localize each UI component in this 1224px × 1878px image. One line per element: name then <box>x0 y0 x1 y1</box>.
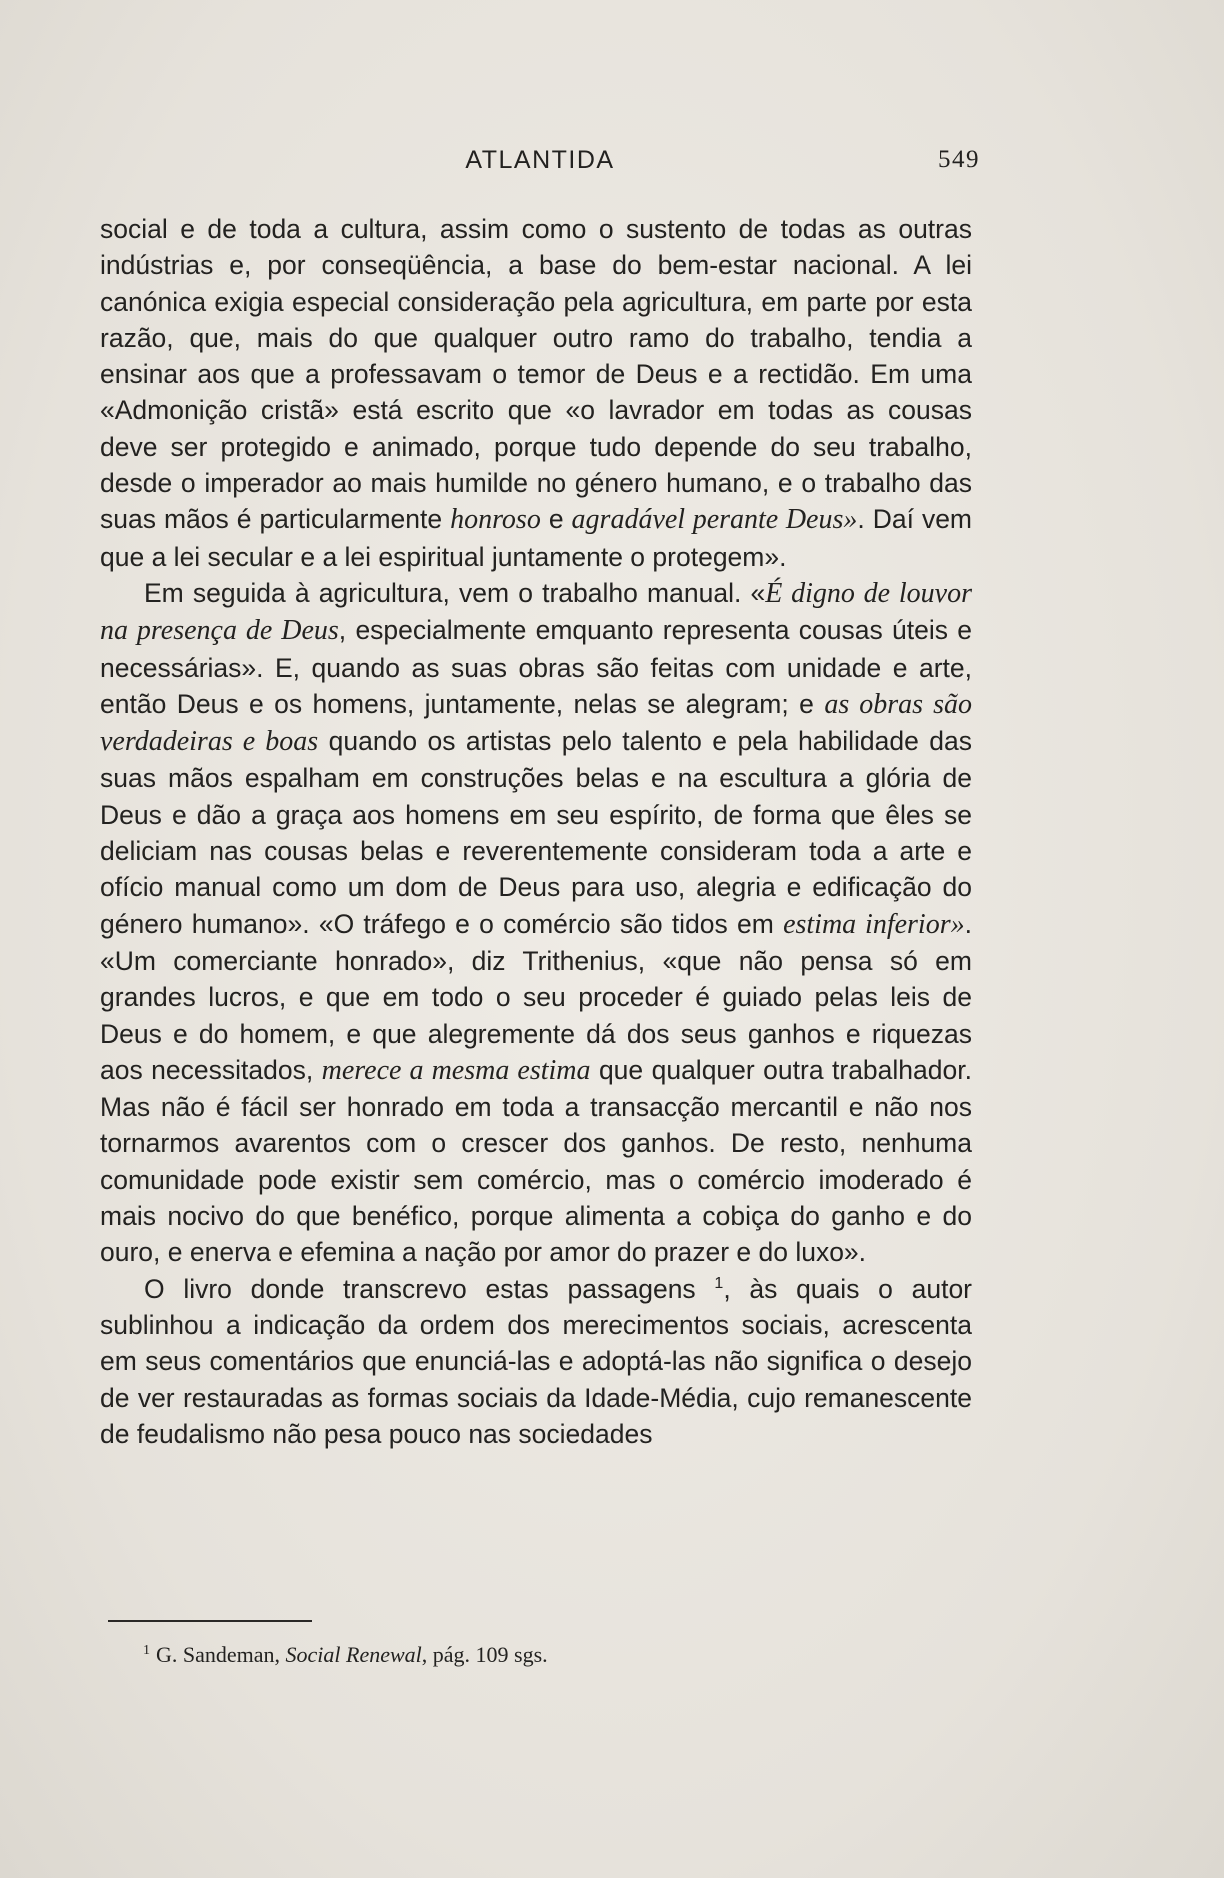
body-text <box>100 211 972 1452</box>
paragraph-2-italic-3: estima inferior» <box>783 908 965 940</box>
footnote-divider <box>108 1620 312 1622</box>
page-header <box>100 140 980 180</box>
paragraph-1-text-c: . Daí vem que a lei secular e a lei espiritual juntamente o protegem». <box>100 504 973 572</box>
footnote-book-title: Social Renewal <box>285 1642 422 1667</box>
paragraph-3-text-b: , às quais o autor sublinhou a indicação da ordem dos merecimentos sociais, acrescenta em seus comentários que enunciá-las e adoptá-las não significa o desejo de ver restauradas as formas sociais da Idade-Média, cujo remanescente de feudalismo não pesa pouco nas sociedades <box>100 1273 973 1449</box>
paragraph-2-text-e: que qualquer outra trabalhador. Mas não é fácil ser honrado em toda a transacção mercantil e não nos tornarmos avarentos com o crescer dos ganhos. De resto, nenhuma comunidade pode existir sem comércio, mas o comércio imoderado é mais nocivo do que benéfico, porque alimenta a cobiça do ganho e do ouro, e enerva e efemina a nação por amor do prazer e do luxo». <box>100 1054 972 1268</box>
footnote-text-b: , pág. 109 sgs. <box>421 1642 548 1667</box>
footnote-text-a: G. Sandeman, <box>156 1642 286 1667</box>
footnote-mark: 1 <box>143 1642 150 1658</box>
paragraph-2-text-c: quando os artistas pelo talento e pela habilidade das suas mãos espalham em construções belas e na escultura a glória de Deus e dão a graça aos homens em seu espírito, de forma que êles se deliciam nas cousas belas e reverentemente consideram toda a arte e ofício manual como um dom de Deus para uso, alegria e edificação do género humano». «O tráfego e o comércio são tidos em <box>100 726 972 939</box>
paragraph-2-text-d: . «Um comerciante honrado», diz Trithenius, «que não pensa só em grandes lucros, e que em todo o seu proceder é guiado pelas leis de Deus e do homem, e que alegremente dá dos seus ganhos e riquezas aos necessitados, <box>100 908 972 1085</box>
paragraph-1-italic-2: agradável perante Deus» <box>571 504 858 536</box>
paragraph-2-text-a: Em seguida à agricultura, vem o trabalho manual. « <box>144 577 766 608</box>
paragraph-2-text-b: , especialmente emquanto representa cousas úteis e necessárias». E, quando as suas obras são feitas com unidade e arte, então Deus e os homens, juntamente, nelas se alegram; e <box>100 615 972 719</box>
paragraph-1 <box>100 211 972 575</box>
page-number: 549 <box>938 146 980 173</box>
paragraph-2 <box>100 575 972 1271</box>
paragraph-1-text-b: e <box>540 504 572 535</box>
paragraph-2-italic-1: É digno de louvor na presença de Deus <box>100 577 973 647</box>
paragraph-3-text-a: O livro donde transcrevo estas passagens <box>144 1273 715 1304</box>
paragraph-1-italic-1: honroso <box>450 504 541 536</box>
footnote <box>143 1640 903 1670</box>
running-title: ATLANTIDA <box>465 146 615 174</box>
footnote-reference[interactable]: 1 <box>714 1274 724 1292</box>
paragraph-1-text-a: social e de toda a cultura, assim como o sustento de todas as outras indústrias e, por conseqüência, a base do bem-estar nacional. A lei canónica exigia especial consideração pela agricultura, em parte por esta razão, que, mais do que qualquer outro ramo do trabalho, tendia a ensinar aos que a professavam o temor de Deus e a rectidão. Em uma «Admonição cristã» está escrito que «o lavrador em todas as cousas deve ser protegido e animado, porque tudo depende do seu trabalho, desde o imperador ao mais humilde no género humano, e o trabalho das suas mãos é particularmente <box>100 214 972 535</box>
paragraph-2-italic-4: merece a mesma estima <box>321 1054 591 1086</box>
paragraph-3 <box>100 1271 972 1452</box>
paragraph-2-italic-2: as obras são verdadeiras e boas <box>100 688 972 758</box>
